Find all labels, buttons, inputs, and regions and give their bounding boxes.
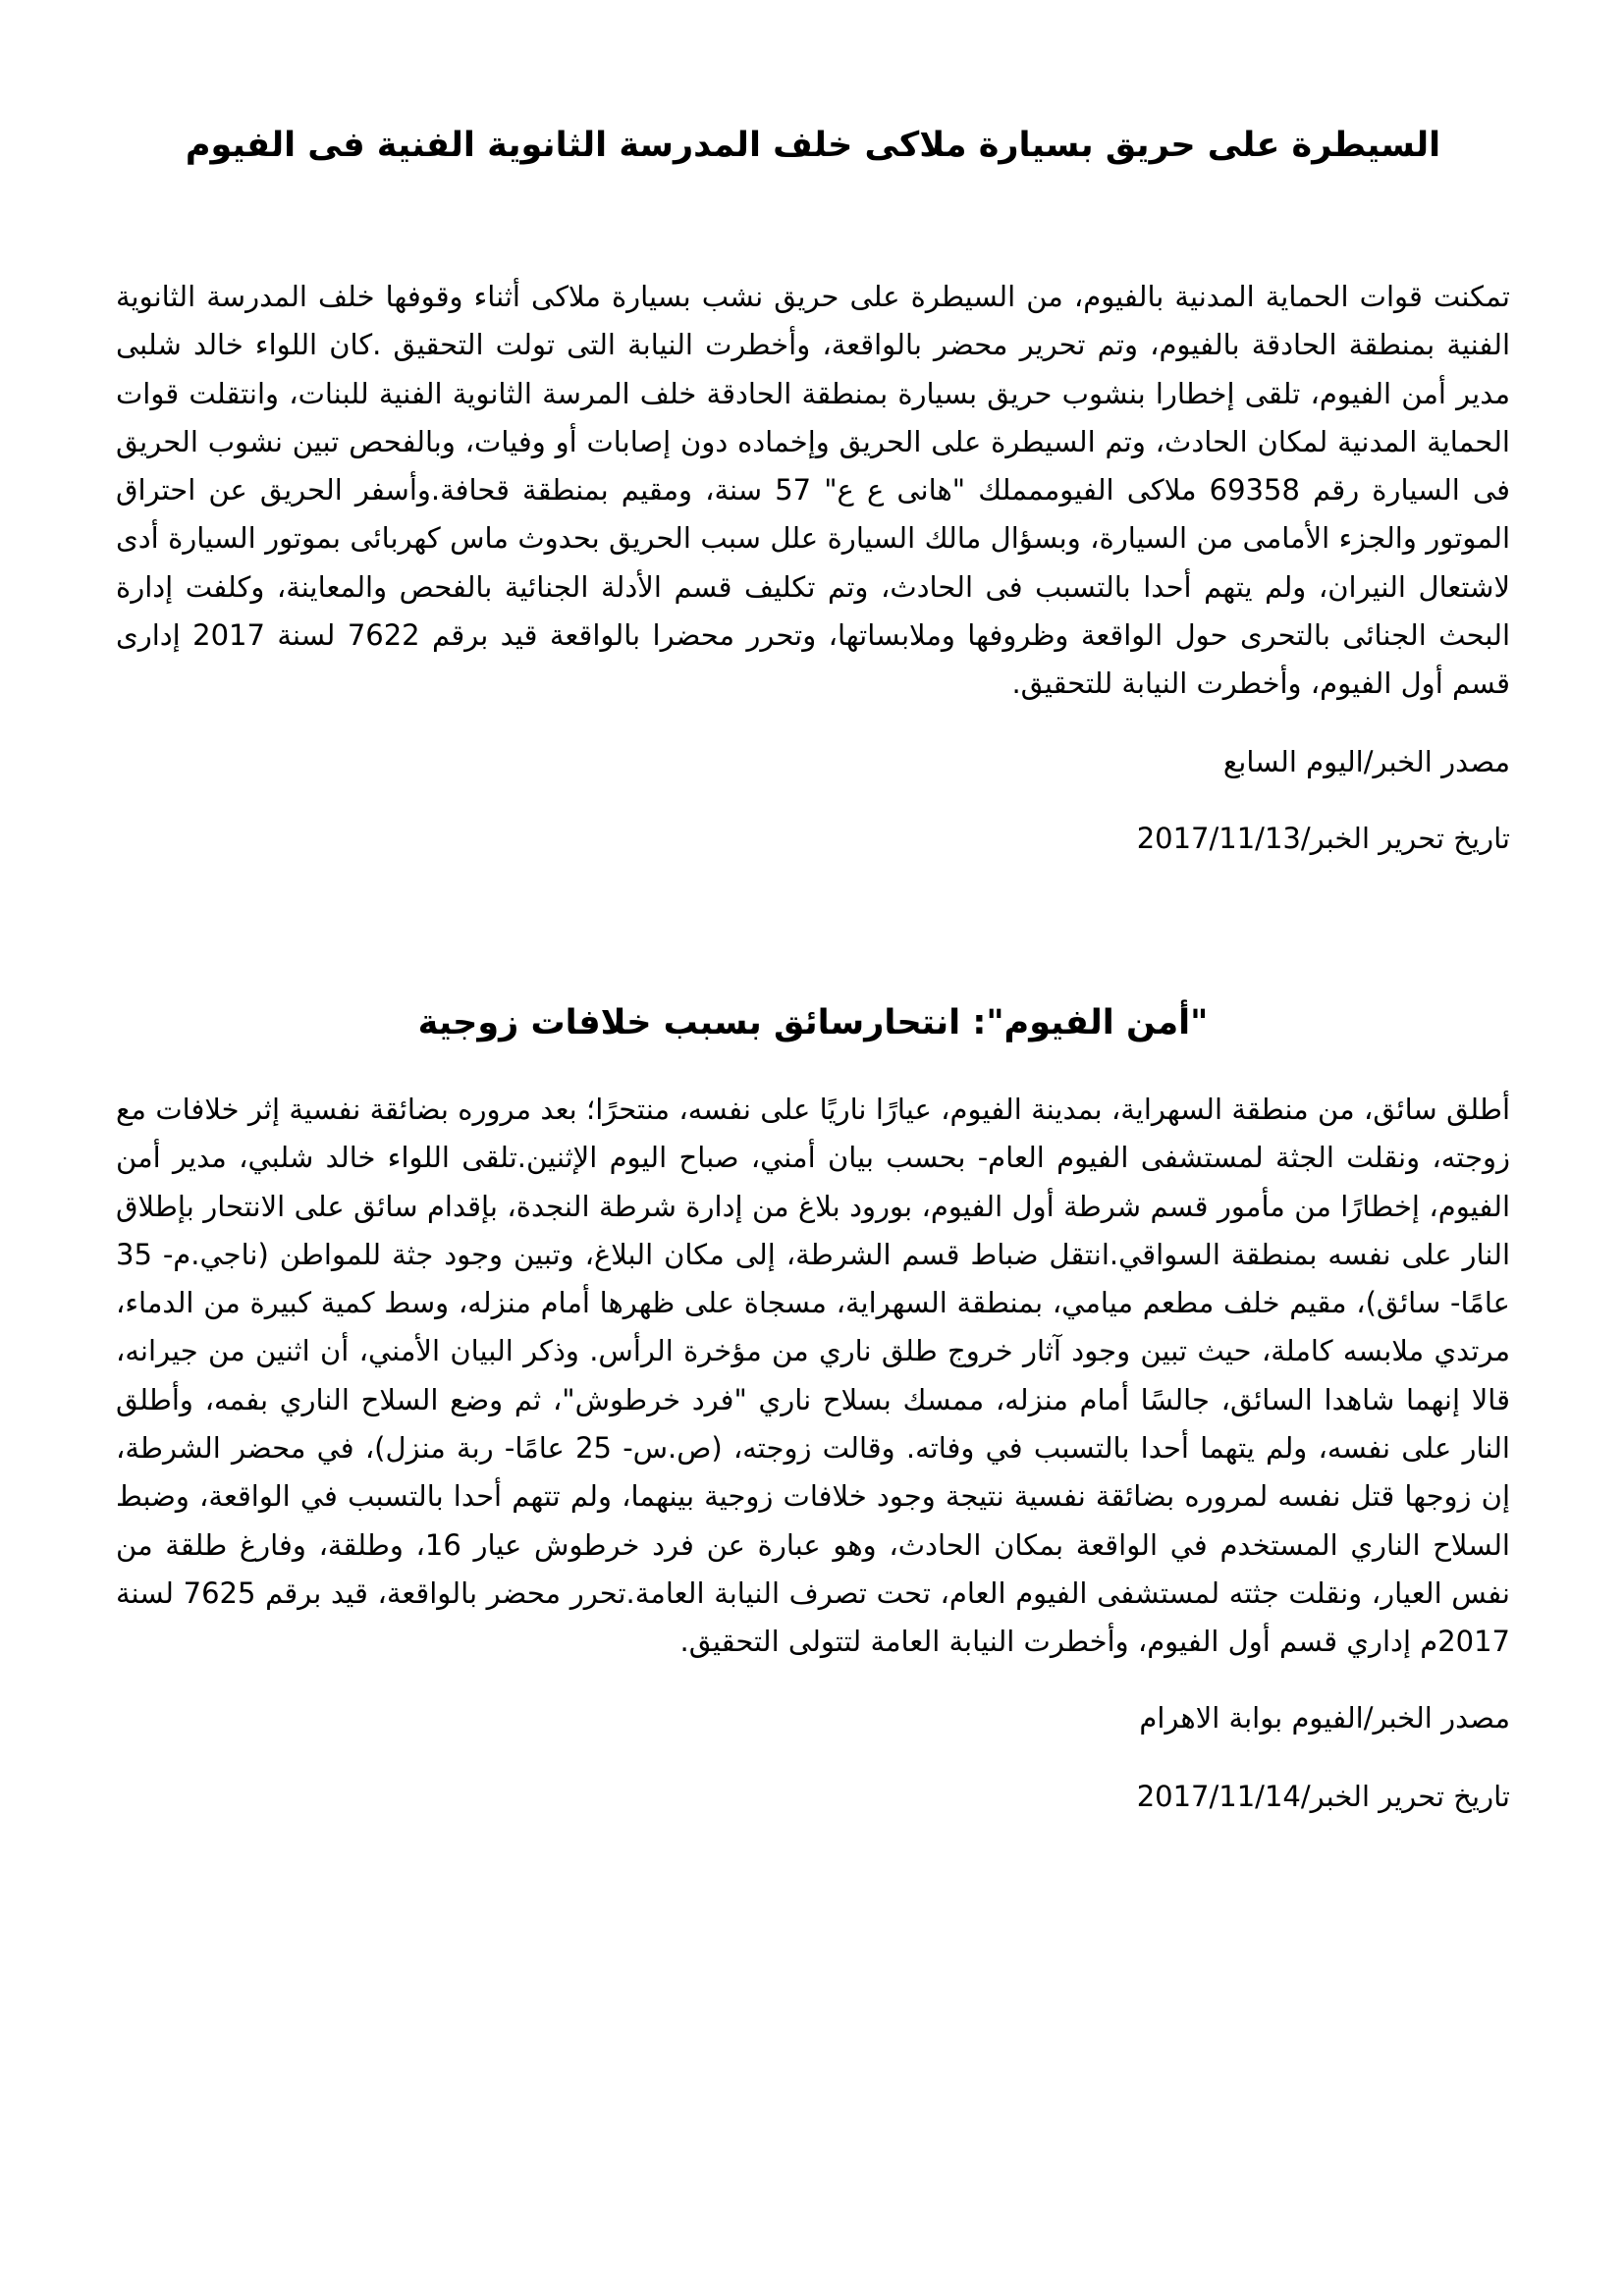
article-source: مصدر الخبر/اليوم السابع bbox=[1222, 744, 1510, 778]
news-article-car-fire bbox=[116, 116, 1510, 858]
article-title: السيطرة على حريق بسيارة ملاكى خلف المدرسة الثانوية الفنية فى الفيوم bbox=[185, 126, 1441, 165]
article-paragraph: تمكنت قوات الحماية المدنية بالفيوم، من السيطرة على حريق نشب بسيارة ملاكى أثناء وقوفها خلف المدرسة الثانوية الفنية بمنطقة الحادقة بالفيوم، وتم تحرير محضر بالواقعة، وأخطرت النيابة التى تولت التحقيق .كان اللواء خالد شلبى مدير أمن الفيوم، تلقى إخطارا بنشوب حريق بسيارة بمنطقة الحادقة خلف المرسة الثانوية الفنية للبنات، وانتقلت قوات الحماية المدنية لمكان الحادث، وتم السيطرة على الحريق وإخماده دون إصابات أو وفيات، وبالفحص تبين نشوب الحريق فى السيارة رقم 69358 ملاكى الفيوممملك "هانى ع ع" 57 سنة، ومقيم بمنطقة قحافة.وأسفر الحريق عن احتراق الموتور والجزء الأمامى من السيارة، وبسؤال مالك السيارة علل سبب الحريق بحدوث ماس كهربائى بموتور السيارة أدى لاشتعال النيران، ولم يتهم أحدا بالتسبب فى الحادث، وتم تكليف قسم الأدلة الجنائية بالفحص والمعاينة، وكلفت إدارة البحث الجنائى بالتحرى حول الواقعة وظروفها وملابساتها، وتحرر محضرا بالواقعة قيد برقم 7622 لسنة 2017 إدارى قسم أول الفيوم، وأخطرت النيابة للتحقيق. bbox=[116, 280, 1511, 701]
article-body bbox=[116, 1086, 1510, 1667]
article-date: تاريخ تحرير الخبر/2017/11/13 bbox=[1136, 821, 1510, 855]
news-article-driver-suicide bbox=[116, 993, 1510, 1816]
article-paragraph: أطلق سائق، من منطقة السهراية، بمدينة الفيوم، عيارًا ناريًا على نفسه، منتحرًا؛ بعد مروره بضائقة نفسية إثر خلافات مع زوجته، ونقلت الجثة لمستشفى الفيوم العام- بحسب بيان أمني، صباح اليوم الإثنين.تلقى اللواء خالد شلبي، مدير أمن الفيوم، إخطارًا من مأمور قسم شرطة أول الفيوم، بورود بلاغ من إدارة شرطة النجدة، بإقدام سائق على الانتحار بإطلاق النار على نفسه بمنطقة السواقي.انتقل ضباط قسم الشرطة، إلى مكان البلاغ، وتبين وجود جثة للمواطن (ناجي.م- 35 عامًا- سائق)، مقيم خلف مطعم ميامي، بمنطقة السهراية، مسجاة على ظهرها أمام منزله، وسط كمية كبيرة من الدماء، مرتدي ملابسه كاملة، حيث تبين وجود آثار خروج طلق ناري من مؤخرة الرأس. وذكر البيان الأمني، أن اثنين من جيرانه، قالا إنهما شاهدا السائق، جالسًا أمام منزله، ممسك بسلاح ناري "فرد خرطوش"، ثم وضع السلاح الناري بفمه، وأطلق النار على نفسه، ولم يتهما أحدا بالتسبب في وفاته. وقالت زوجته، (ص.س- 25 عامًا- ربة منزل)، في محضر الشرطة، إن زوجها قتل نفسه لمروره بضائقة نفسية نتيجة وجود خلافات زوجية بينهما، ولم تتهم أحدا بالتسبب في الواقعة، وضبط السلاح الناري المستخدم في الواقعة بمكان الحادث، وهو عبارة عن فرد خرطوش عيار 16، وطلقة، وفارغ طلقة من نفس العيار، ونقلت جثته لمستشفى الفيوم العام، تحت تصرف النيابة العامة.تحرر محضر بالواقعة، قيد برقم 7625 لسنة 2017م إداري قسم أول الفيوم، وأخطرت النيابة العامة لتتولى التحقيق. bbox=[116, 1093, 1510, 1659]
article-body bbox=[116, 273, 1510, 709]
article-date: تاريخ تحرير الخبر/2017/11/14 bbox=[1136, 1779, 1510, 1813]
article-title: "أمن الفيوم": انتحارسائق بسبب خلافات زوجية bbox=[417, 1003, 1209, 1042]
article-source: مصدر الخبر/الفيوم بوابة الاهرام bbox=[1139, 1700, 1510, 1735]
